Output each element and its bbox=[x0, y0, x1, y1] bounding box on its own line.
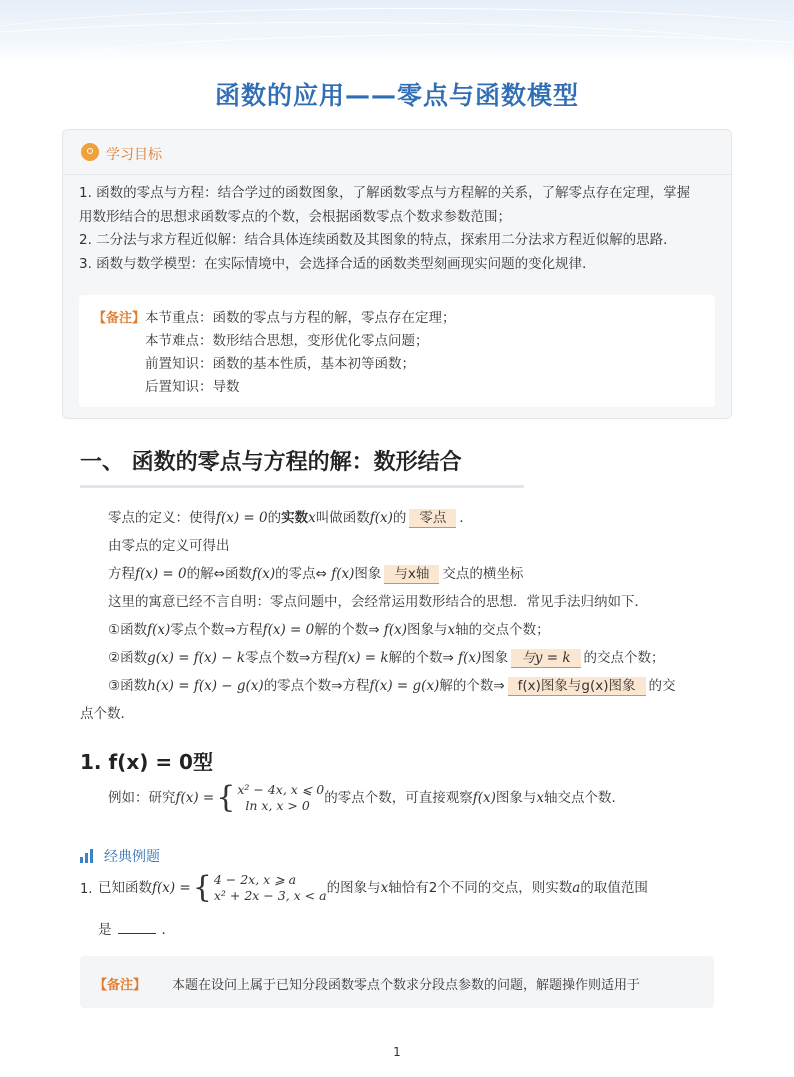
note-line: 本节重点：函数的零点与方程的解，零点存在定理； bbox=[145, 310, 456, 326]
bar-chart-icon bbox=[80, 849, 96, 863]
section-heading: 一、 函数的零点与方程的解：数形结合 bbox=[80, 450, 462, 475]
classic-examples-label: 经典例题 bbox=[80, 846, 160, 866]
answer-fill: 与x轴 bbox=[384, 565, 439, 584]
note-tag: 【备注】 bbox=[94, 978, 147, 993]
note-line: 后置知识：导数 bbox=[145, 379, 240, 395]
note-line: 本节难点：数形结合思想，变形优化零点问题； bbox=[145, 333, 429, 349]
text-line: 点个数． bbox=[80, 706, 134, 722]
lightbulb-icon bbox=[81, 143, 99, 161]
goal-item: 3. 函数与数学模型：在实际情境中，会选择合适的函数类型刻画现实问题的变化规律． bbox=[79, 255, 596, 272]
answer-fill: f(x)图象与g(x)图象 bbox=[508, 677, 646, 696]
page-number: 1 bbox=[393, 1045, 401, 1059]
note-text: 本题在设问上属于已知分段函数零点个数求分段点参数的问题，解题操作则适用于 bbox=[172, 978, 641, 993]
zero-definition: 零点的定义：使得f(x) = 0的实数x叫做函数f(x)的 零点 ． bbox=[108, 510, 473, 526]
answer-fill: 与y = k bbox=[511, 649, 580, 668]
note-line: 前置知识：函数的基本性质，基本初等函数； bbox=[145, 356, 415, 372]
answer-fill: 零点 bbox=[409, 509, 456, 528]
example-note bbox=[80, 956, 714, 1008]
text-line: 这里的寓意已经不言自明：零点问题中，会经常运用数形结合的思想．常见手法归纳如下． bbox=[108, 594, 648, 610]
goals-list bbox=[79, 182, 719, 276]
page-title: 函数的应用——零点与函数模型 bbox=[214, 81, 579, 110]
equivalence-line: 方程f(x) = 0的解⇔函数f(x)的零点⇔ f(x)图象 与x轴 交点的横坐标 bbox=[108, 566, 524, 582]
note-lines bbox=[145, 307, 456, 399]
learning-goals-box bbox=[62, 129, 732, 419]
goal-item: 2. 二分法与求方程近似解：结合具体连续函数及其图象的特点，探索用二分法求方程近似解的思路． bbox=[79, 232, 677, 248]
method-1: ①函数f(x)零点个数⇒方程f(x) = 0解的个数⇒ f(x)图象与x轴的交点个数； bbox=[108, 622, 550, 638]
goals-note bbox=[79, 295, 715, 407]
goals-title: 学习目标 bbox=[106, 147, 162, 163]
goal-item: 1. 函数的零点与方程：结合学过的函数图象，了解函数零点与方程解的关系，了解零点存在定理，掌握 bbox=[79, 185, 691, 201]
note-tag: 【备注】 bbox=[93, 311, 146, 326]
goal-item: 用数形结合的思想求函数零点的个数，会根据函数零点个数求参数范围； bbox=[79, 208, 511, 225]
header-decoration bbox=[0, 0, 794, 62]
section-underline bbox=[80, 485, 524, 488]
method-2: ②函数g(x) = f(x) − k零点个数⇒方程f(x) = k解的个数⇒ f(x)图象 与y = k 的交点个数； bbox=[108, 650, 665, 666]
goals-header bbox=[63, 130, 731, 175]
text-line: 由零点的定义可得出 bbox=[108, 538, 230, 554]
subsection-heading: 1. f(x) = 0型 bbox=[80, 750, 213, 774]
answer-blank[interactable] bbox=[118, 933, 156, 934]
method-3: ③函数h(x) = f(x) − g(x)的零点个数⇒方程f(x) = g(x)解的个数⇒ f(x)图象与g(x)图象 的交 bbox=[108, 678, 676, 694]
